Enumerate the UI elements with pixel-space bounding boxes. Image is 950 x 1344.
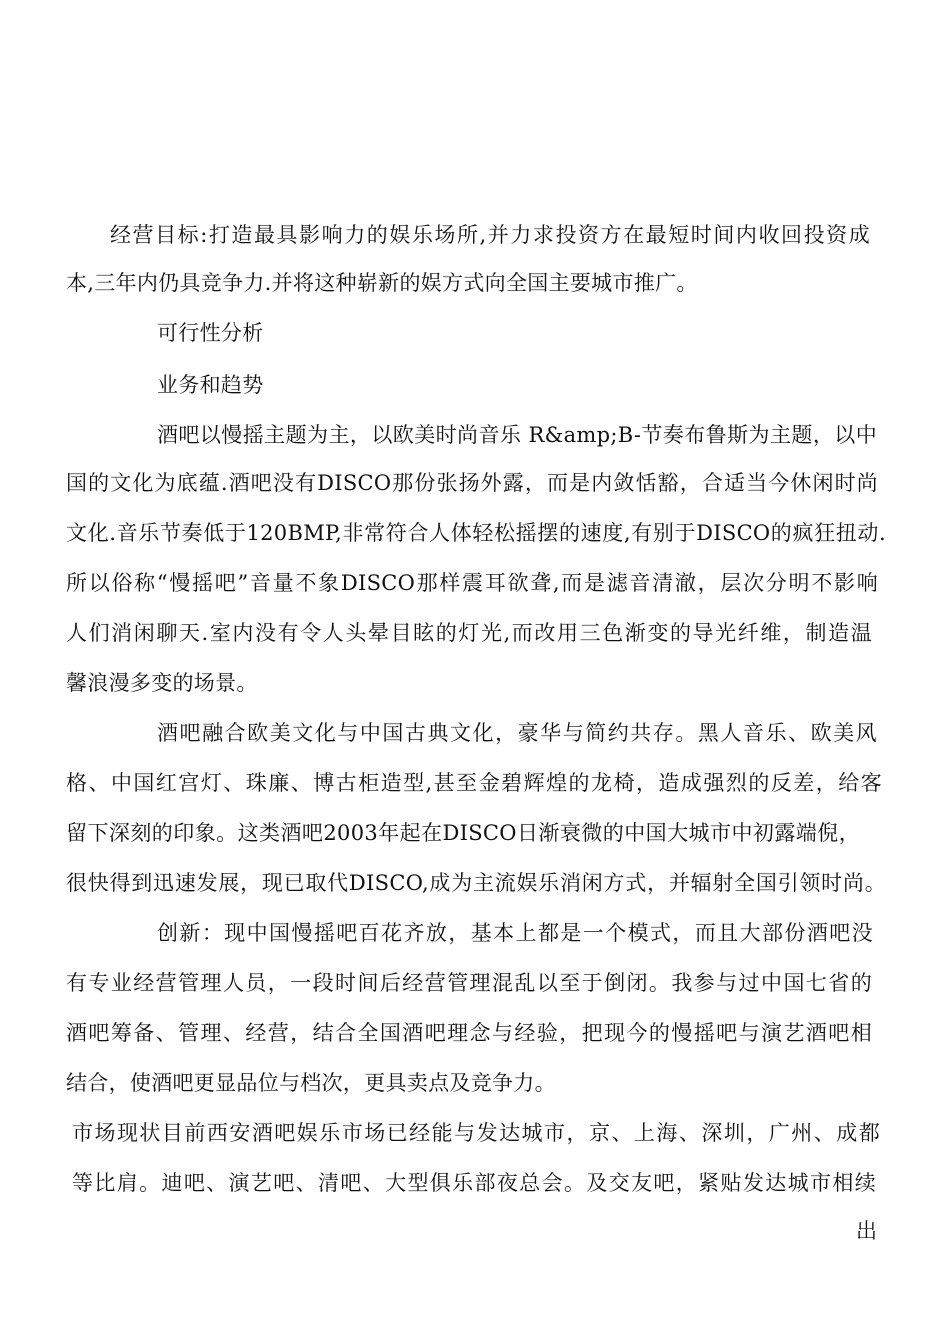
paragraph-theme-line-6: 馨浪漫多变的场景。	[66, 671, 258, 695]
paragraph-innovation-line-1: 创新：现中国慢摇吧百花齐放，基本上都是一个模式，而且大部份酒吧没	[157, 921, 873, 945]
paragraph-innovation-line-2: 有专业经营管理人员，一段时间后经营管理混乱以至于倒闭。我参与过中国七省的	[66, 971, 872, 995]
paragraph-theme-line-5: 人们消闲聊天.室内没有令人头晕目眩的灯光,而改用三色渐变的导光纤维，制造温	[66, 621, 872, 645]
paragraph-innovation-line-4: 结合，使酒吧更显品位与档次，更具卖点及竞争力。	[66, 1071, 556, 1095]
paragraph-culture-line-1: 酒吧融合欧美文化与中国古典文化，豪华与简约共存。黑人音乐、欧美风	[157, 721, 877, 745]
paragraph-culture-line-4: 很快得到迅速发展，现已取代DISCO,成为主流娱乐消闲方式，并辐射全国引领时尚。	[66, 871, 886, 895]
paragraph-market-line-3: 出	[856, 1219, 878, 1243]
paragraph-theme-line-1: 酒吧以慢摇主题为主，以欧美时尚音乐 R&amp;B-节奏布鲁斯为主题，以中	[157, 423, 877, 447]
paragraph-culture-line-2: 格、中国红宫灯、珠廉、博古柜造型,甚至金碧辉煌的龙椅，造成强烈的反差，给客	[66, 771, 882, 795]
section-heading-feasibility: 可行性分析	[157, 321, 264, 345]
paragraph-culture-line-3: 留下深刻的印象。这类酒吧2003年起在DISCO日渐衰微的中国大城市中初露端倪，	[66, 821, 860, 845]
paragraph-market-line-2: 等比肩。迪吧、演艺吧、清吧、大型俱乐部夜总会。及交友吧，紧贴发达城市相续	[72, 1171, 876, 1195]
section-heading-business-trends: 业务和趋势	[157, 373, 264, 397]
paragraph-innovation-line-3: 酒吧筹备、管理、经营，结合全国酒吧理念与经验，把现今的慢摇吧与演艺酒吧相	[66, 1021, 872, 1045]
paragraph-theme-line-4: 所以俗称“慢摇吧”音量不象DISCO那样震耳欲聋,而是滤音清澈，层次分明不影响	[66, 571, 878, 595]
paragraph-goal-line-2: 本,三年内仍具竞争力.并将这种崭新的娱方式向全国主要城市推广。	[66, 271, 698, 295]
paragraph-market-line-1: 市场现状目前西安酒吧娱乐市场已经能与发达城市，京、上海、深圳，广州、成都	[72, 1121, 880, 1145]
paragraph-theme-line-2: 国的文化为底蕴.酒吧没有DISCO那份张扬外露，而是内敛恬豁，合适当今休闲时尚	[66, 471, 878, 495]
paragraph-theme-line-3: 文化.音乐节奏低于120BMP,非常符合人体轻松摇摆的速度,有别于DISCO的疯狂扭动.	[66, 521, 886, 545]
paragraph-goal-line-1: 经营目标:打造最具影响力的娱乐场所,并力求投资方在最短时间内收回投资成	[110, 223, 870, 247]
